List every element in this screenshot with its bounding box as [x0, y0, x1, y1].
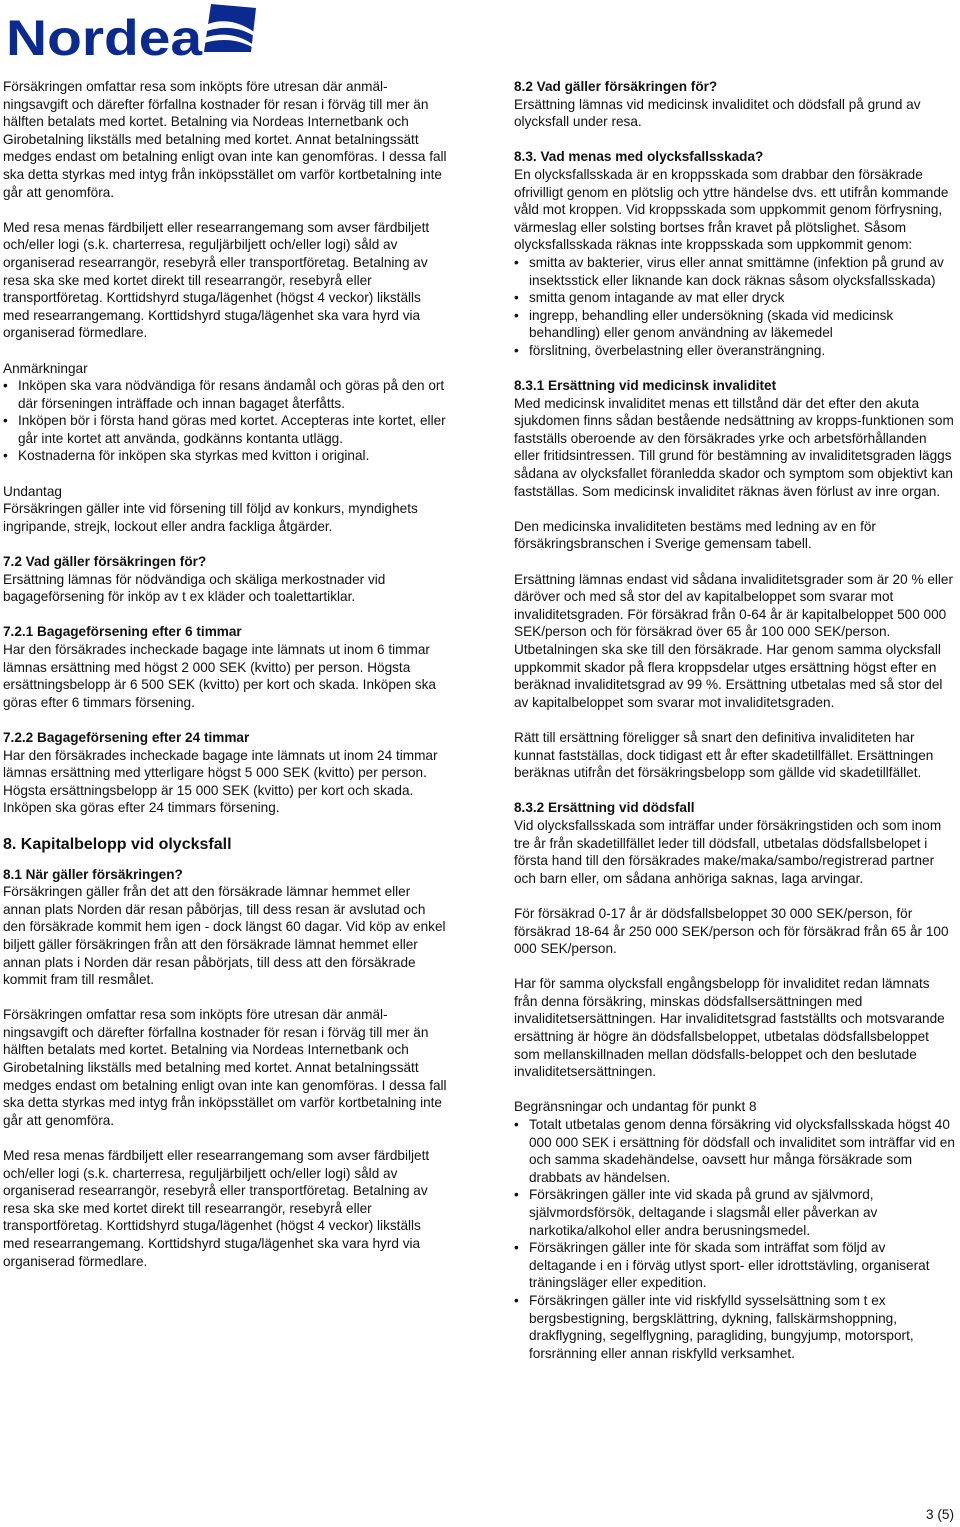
payment-paragraph-repeat: Försäkringen omfattar resa som inköpts före utresan där anmäl-ningsavgift och därefter förfallna kostnader för resan i förväg till mer än hälften betalats med kortet. Betalning via Nordeas Internetbank och Girobetalning likställs med betalning med kortet. Annat betalningssätt medges endast om betalning enligt ovan inte kan genomföras. I dessa fall ska detta styrkas med intyg från inköpsstället om varför kortbetalning inte går att genomföra.	[3, 1007, 447, 1128]
section-8-3-2-text: Vid olycksfallsskada som inträffar under försäkringstiden och som inom tre år från skadetillfället leder till dödsfall, utbetalas dödsfallsbelopet i första hand till den försäkrades make/maka/sambo/registrerad partner och barn eller, om sådana anhöriga saknas, laga arvingar.	[514, 817, 942, 886]
payment-paragraph: Försäkringen omfattar resa som inköpts före utresan där anmäl-ningsavgift och därefter förfallna kostnader för resan i förväg till mer än hälften betalats med kortet. Betalning via Nordeas Internetbank och Girobetalning likställs med betalning med kortet. Annat betalningssätt medges endast om betalning enligt ovan inte kan genomföras. I dessa fall ska detta styrkas med intyg från inköpsstället om varför kortbetalning inte går att genomföra.	[3, 79, 447, 200]
section-8-1-text: Försäkringen gäller från det att den försäkrade lämnar hemmet eller annan plats Norden där resan påbörjas, till dess resan är avslutad och den försäkrade kommit hem igen - dock längst 60 dagar. Vid köp av enkel biljett gäller försäkringen från att den försäkrade lämnat hemmet eller annan plats i Norden där resan påbörjats, till dess att den försäkrade kommit fram till resmålet.	[3, 884, 446, 988]
left-column	[3, 78, 447, 1270]
section-8-1-heading: 8.1 När gäller försäkringen?	[3, 866, 183, 882]
exceptions-text: Försäkringen gäller inte vid försening till följd av konkurs, myndighets ingripande, strejk, lockout eller andra fackliga åtgärder.	[3, 501, 418, 534]
travel-definition-paragraph-repeat: Med resa menas färdbiljett eller researrangemang som avser färdbiljett och/eller logi (s.k. charterresa, reguljärbiljett och/eller logi) såld av organiserad researrangör, resebyrå eller transportföretag. Betalning av resa ska ske med kortet direkt till researrangör, resebyrå eller transportföretag. Korttidshyrd stuga/lägenhet (högst 4 veckor) likställs med researrangemang. Korttidshyrd stuga/lägenhet ska vara hyrd via organiserad förmedlare.	[3, 1148, 430, 1269]
exceptions-heading: Undantag	[3, 483, 62, 499]
list-item: • Totalt utbetalas genom denna försäkring vid olycksfallsskada högst 40 000 000 SEK i ersättning för dödsfall och invaliditet som inträffar vid en och samma skadehändelse, oavsett hur många försäkrade som drabbats av händelsen.	[514, 1116, 956, 1186]
section-8-3-heading: 8.3. Vad menas med olycksfallsskada?	[514, 149, 764, 165]
section-8-3-1-heading: 8.3.1 Ersättning vid medicinsk invaliditet	[514, 378, 777, 394]
section-8-2-text: Ersättning lämnas vid medicinsk invaliditet och dödsfall på grund av olycksfall under resa.	[514, 96, 921, 130]
nordea-logo-text: Nordea	[6, 10, 204, 60]
death-benefit-amounts-paragraph: För försäkrad 0-17 år är dödsfallsbeloppet 30 000 SEK/person, för försäkrad 18-64 år 250 000 SEK/person och för försäkrad från 65 år 100 000 SEK/person.	[514, 905, 949, 957]
remarks-heading: Anmärkningar	[3, 360, 88, 376]
section-7-2-heading: 7.2 Vad gäller försäkringen för?	[3, 554, 207, 570]
compensation-right-paragraph: Rätt till ersättning föreligger så snart den definitiva invaliditeten har kunnat fastställas, dock tidigast ett år efter skadetillfället. Ersättningen beräknas utifrån det försäkringsbelopp som gällde vid skadetillfället.	[514, 729, 934, 781]
section-8-3-text: En olycksfallsskada är en kroppsskada som drabbar den försäkrade ofrivilligt genom en plötslig och yttre händelse dvs. ett utifrån kommande våld mot kroppen. Vid kroppsskada som uppkommit genom förfrysning, värmeslag eller solsting bortses från kravet på plötslighet. Såsom olycksfallsskada räknas inte kroppsskada som uppkommit genom:	[514, 166, 949, 253]
limitations-heading: Begränsningar och undantag för punkt 8	[514, 1099, 757, 1115]
list-item: • Försäkringen gäller inte vid skada på grund av självmord, självmordsförsök, deltagande i slagsmål eller påverkan av narkotika/alkohol eller andra berusningsmedel.	[514, 1186, 956, 1239]
remarks-list	[3, 377, 447, 465]
section-8-2-heading: 8.2 Vad gäller försäkringen för?	[514, 79, 718, 94]
nordea-logo	[6, 2, 256, 60]
section-7-2-1-heading: 7.2.1 Bagageförsening efter 6 timmar	[3, 624, 242, 640]
section-7-2-2-text: Har den försäkrades incheckade bagage inte lämnats ut inom 24 timmar lämnas ersättning med ytterligare högst 5 000 SEK (kvitto) per person. Högsta ersättningsbelopp är 15 000 SEK (kvitto) per kort och skada. Inköpen ska göras efter 24 timmars försening.	[3, 747, 438, 816]
list-item: • smitta av bakterier, virus eller annat smittämne (infektion på grund av insektsstick eller liknande kan dock räknas såsom olycksfallsskada)	[514, 254, 956, 289]
right-column	[514, 78, 956, 1362]
section-7-2-2-heading: 7.2.2 Bagageförsening efter 24 timmar	[3, 729, 250, 745]
list-item: • Försäkringen gäller inte för skada som inträffat som följd av deltagande i en i förväg utlyst sport- eller idrottstävling, organiserat träningsläger eller expedition.	[514, 1239, 956, 1292]
limitations-list	[514, 1116, 956, 1362]
list-item: • förslitning, överbelastning eller överansträngning.	[514, 342, 956, 360]
invalidity-compensation-paragraph: Ersättning lämnas endast vid sådana invaliditetsgrader som är 20 % eller däröver och med så stor del av kapitalbeloppet som svarar mot invaliditetsgraden. För försäkrad från 0-64 år är kapitalbeloppet 500 000 SEK/person och för försäkrad över 65 år 100 000 SEK/person. Utbetalningen ska ske till den försäkrade. Har genom samma olycksfall uppkommit skador på flera kroppsdelar utges ersättning högst efter en beräknad invaliditetsgrad av 99 %. Ersättning utbetalas med så stor del av kapitalbeloppet som svarar mot invaliditetsgraden.	[514, 571, 954, 710]
list-item: • Försäkringen gäller inte vid riskfylld sysselsättning som t ex bergsbestigning, bergsklättring, dykning, fallskärmshoppning, drakflygning, segelflygning, paragliding, bungyjump, motorsport, forsränning eller annan riskfylld verksamhet.	[514, 1292, 956, 1362]
section-7-2-text: Ersättning lämnas för nödvändiga och skäliga merkostnader vid bagageförsening för inköp av t ex kläder och toalettartiklar.	[3, 571, 386, 605]
accident-exclusions-list	[514, 254, 956, 360]
death-benefit-reduction-paragraph: Har för samma olycksfall engångsbelopp för invaliditet redan lämnats från denna försäkring, minskas dödsfallsersättningen med invaliditetsersättningen. Har invaliditetsgrad fastställts och motsvarande ersättning är högre än dödsfallsbeloppet, utbetalas dödsfallsbeloppet som mellanskillnaden mellan dödsfalls-beloppet och den beslutade invaliditetsersättningen.	[514, 976, 945, 1080]
section-7-2-1-text: Har den försäkrades incheckade bagage inte lämnats ut inom 6 timmar lämnas ersättning med högst 2 000 SEK (kvitto) per person. Högsta ersättningsbelopp är 6 500 SEK (kvitto) per kort och skada. Inköpen ska göras efter 6 timmars försening.	[3, 642, 436, 710]
page-number: 3 (5)	[926, 1507, 954, 1522]
invalidity-table-paragraph: Den medicinska invaliditeten bestäms med ledning av en för försäkringsbranschen i Sverige gemensam tabell.	[514, 518, 876, 552]
list-item: • ingrepp, behandling eller undersökning (skada vid medicinsk behandling) eller genom användning av läkemedel	[514, 307, 956, 342]
section-8-3-1-text: Med medicinsk invaliditet menas ett tillstånd där det efter den akuta sjukdomen finns sådan bestående nedsättning av kropps-funktionen som fastställs oberoende av den försäkrades yrke och arbetsförhållanden eller fritidsintressen. Till grund för bestämning av invaliditetsgraden läggs sådana av olycksfallet föranledda skador och symptom som objektivt kan fastställas. Som medicinsk invaliditet räknas även förlust av inre organ.	[514, 395, 954, 499]
list-item: • Kostnaderna för inköpen ska styrkas med kvitton i original.	[3, 447, 447, 465]
travel-definition-paragraph: Med resa menas färdbiljett eller researrangemang som avser färdbiljett och/eller logi (s.k. charterresa, reguljärbiljett och/eller logi) såld av organiserad researrangör, resebyrå eller transportföretag. Betalning av resa ska ske med kortet direkt till researrangör, resebyrå eller transportföretag. Korttidshyrd stuga/lägenhet (högst 4 veckor) likställs med researrangemang. Korttidshyrd stuga/lägenhet ska vara hyrd via organiserad förmedlare.	[3, 219, 430, 341]
list-item: • Inköpen ska vara nödvändiga för resans ändamål och göras på den ort där förseningen inträffade och innan bagaget återfåtts.	[3, 377, 447, 412]
section-8-heading: 8. Kapitalbelopp vid olycksfall	[3, 835, 232, 853]
list-item: • smitta genom intagande av mat eller dryck	[514, 289, 956, 307]
section-8-3-2-heading: 8.3.2 Ersättning vid dödsfall	[514, 800, 695, 816]
list-item: • Inköpen bör i första hand göras med kortet. Accepteras inte kortet, eller går inte kortet att använda, godkänns kontanta utlägg.	[3, 412, 447, 447]
